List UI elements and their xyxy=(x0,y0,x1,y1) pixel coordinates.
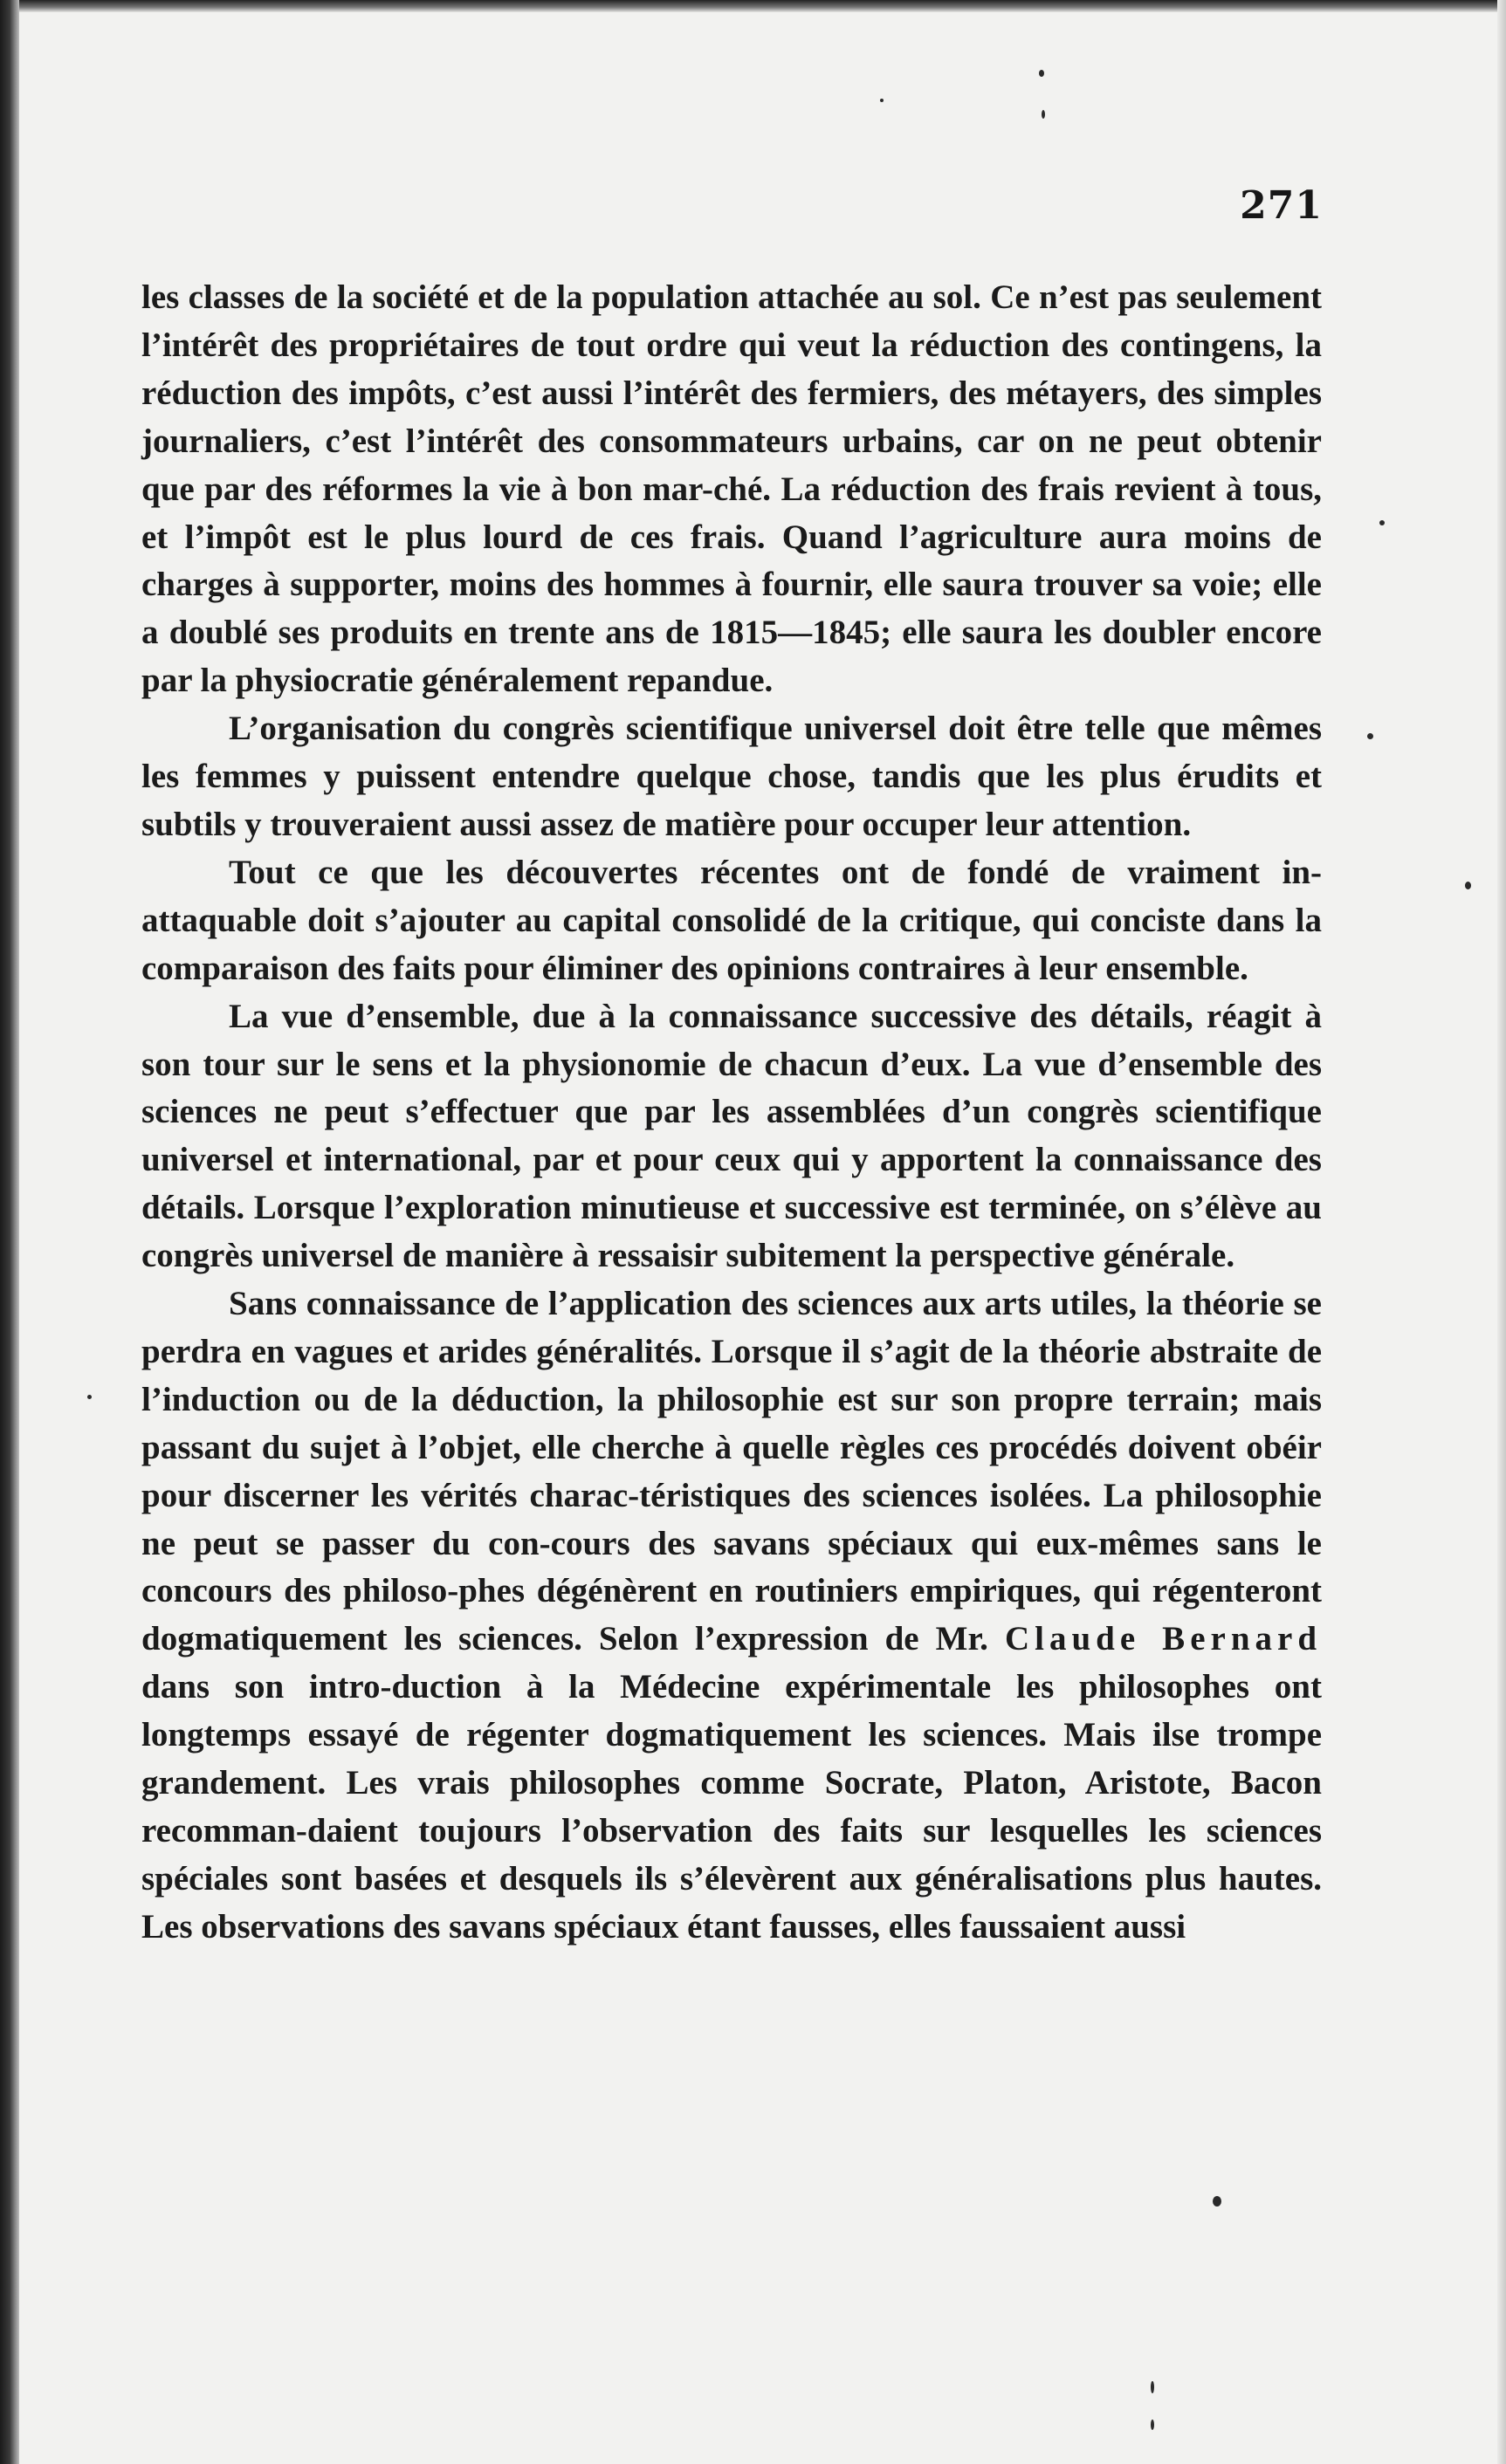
scan-speck xyxy=(880,99,884,102)
paragraph: Tout ce que les découvertes récentes ont de fondé de vraiment in-attaquable doit s’ajouter au capital consolidé de la critique, qui conciste dans la comparaison des faits pour éliminer des opinions contraires à leur ensemble. xyxy=(141,853,1322,987)
scan-speck xyxy=(1151,2381,1154,2393)
paragraph: La vue d’ensemble, due à la connaissance successive des détails, réagit à son tour sur le sens et la physionomie de chacun d’eux. La vue d’ensemble des sciences ne peut s’effectuer que par les assemblées d’un congrès scientifique universel et international, par et pour ceux qui y apportent la connaissance des détails. Lorsque l’exploration minutieuse et successive est terminée, on s’élève au congrès universel de manière à ressaisir subitement la perspective générale. xyxy=(141,997,1322,1275)
author-name: Claude Bernard xyxy=(1004,1620,1323,1658)
page-binding-shadow xyxy=(0,0,19,2464)
scan-speck xyxy=(87,1395,92,1399)
paragraph xyxy=(141,1280,1322,1952)
page-number: 271 xyxy=(1240,183,1323,228)
scan-speck xyxy=(1465,882,1471,889)
scan-speck xyxy=(1379,520,1385,525)
page-top-shadow xyxy=(0,0,1506,12)
page-right-edge xyxy=(1497,0,1506,2464)
body-text xyxy=(141,274,1322,1952)
paragraph: L’organisation du congrès scientifique universel doit être telle que mêmes les femmes y puissent entendre quelque chose, tandis que les plus érudits et subtils y trouveraient aussi assez de matière pour occuper leur attention. xyxy=(141,710,1322,843)
scan-speck xyxy=(1213,2196,1221,2207)
paragraph-text: dans son intro-duction à la Médecine expérimentale les philosophes ont longtemps essayé de régenter dogmatiquement les sciences. Mais ilse trompe grandement. Les vrais philosophes comme Socrate, Platon, Aristote, Bacon recomman-daient toujours l’observation des faits sur lesquelles les sciences spéciales sont basées et desquels ils s’élevèrent aux généralisations plus hautes. Les observations des savans spéciaux étant fausses, elles faussaient aussi xyxy=(141,1668,1322,1946)
scan-speck xyxy=(1039,70,1044,77)
scan-speck xyxy=(1367,733,1373,739)
scan-speck xyxy=(1151,2419,1154,2430)
scan-speck xyxy=(1042,110,1045,119)
paragraph: les classes de la société et de la population attachée au sol. Ce n’est pas seulement l’intérêt des propriétaires de tout ordre qui veut la réduction des contingens, la réduction des impôts, c’est aussi l’intérêt des fermiers, des métayers, des simples journaliers, c’est l’intérêt des consommateurs urbains, car on ne peut obtenir que par des réformes la vie à bon mar-ché. La réduction des frais revient à tous, et l’impôt est le plus lourd de ces frais. Quand l’agriculture aura moins de charges à supporter, moins des hommes à fournir, elle saura trouver sa voie; elle a doublé ses produits en trente ans de 1815—1845; elle saura les doubler encore par la physiocratie généralement repandue. xyxy=(141,278,1322,700)
paragraph-text: Sans connaissance de l’application des sciences aux arts utiles, la théorie se perdra en vagues et arides généralités. Lorsque il s’agit de la théorie abstraite de l’induction ou de la déduction, la philosophie est sur son propre terrain; mais passant du sujet à l’objet, elle cherche à quelle règles ces procédés doivent obéir pour discerner les vérités charac-téristiques des sciences isolées. La philosophie ne peut se passer du con-cours des savans spéciaux qui eux-mêmes sans le concours des philoso-phes dégénèrent en routiniers empiriques, qui régenteront dogmatiquement les sciences. Selon l’expression de Mr. xyxy=(141,1285,1322,1658)
